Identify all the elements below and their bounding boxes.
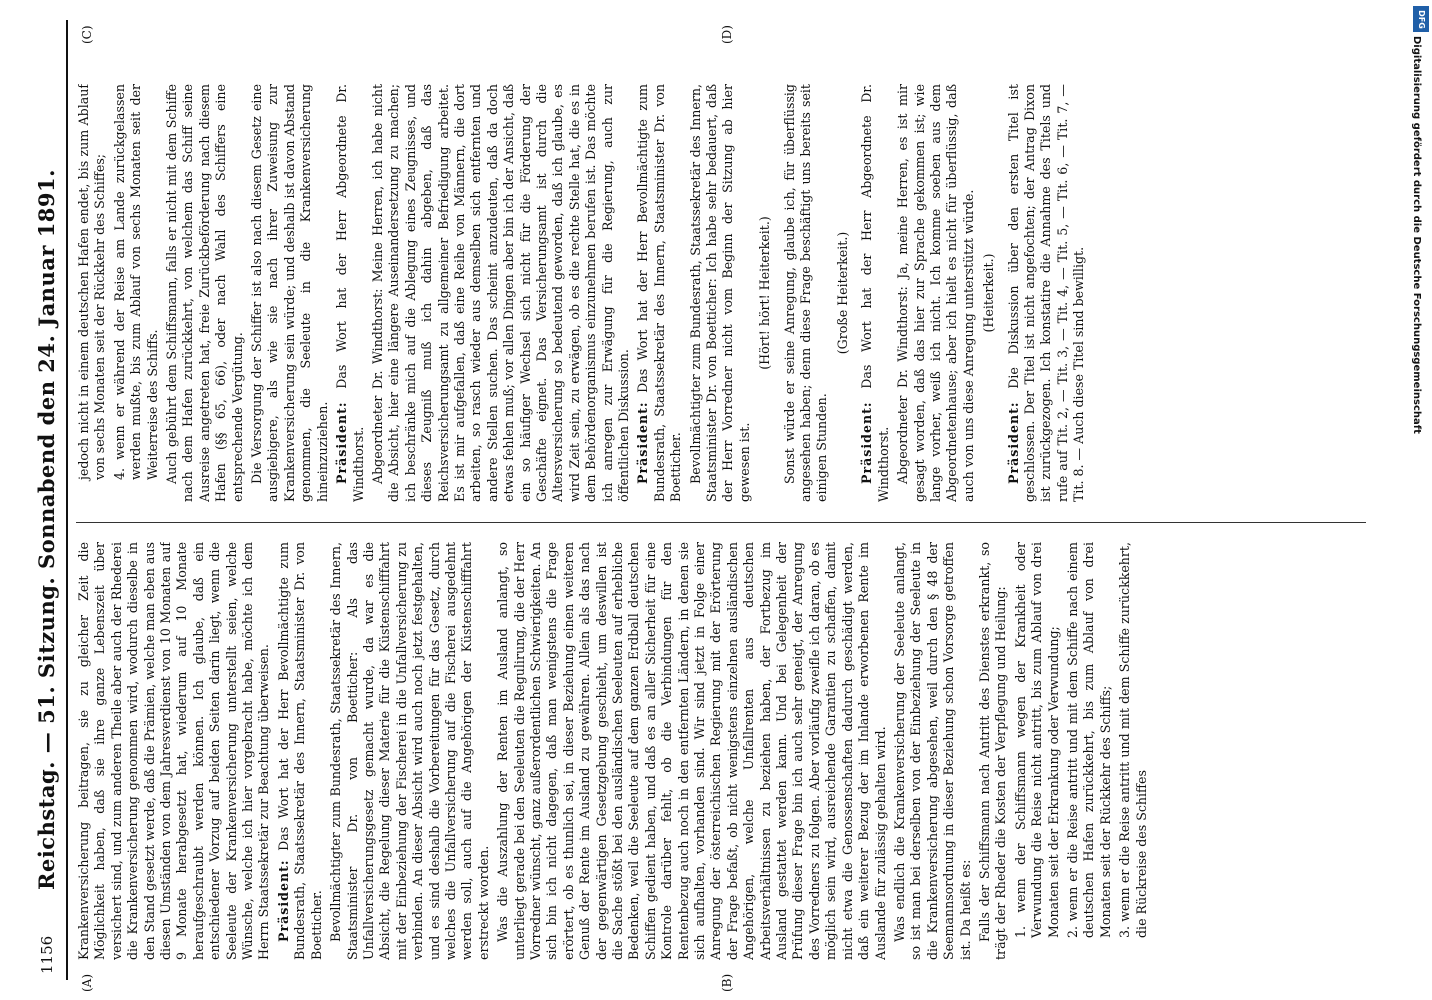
dfg-logo <box>1413 6 1429 32</box>
list-item: 2. wenn er die Reise antritt und mit dem Schiffe nach einem deutschen Hafen zurückkehrt, bis zum Ablauf von drei Monaten seit der Rückkehr des Schiffs; <box>1064 542 1113 938</box>
margin-marker-c: (C) <box>80 25 94 44</box>
paragraph-text: Das Wort hat der Herr Abgeordnete Dr. Windthorst. <box>859 84 891 502</box>
paragraph: Auch gebührt dem Schiffsmann, falls er nicht mit dem Schiffe nach dem Hafen zurückkehrt, von welchem das Schiff seine Ausreise angetreten hat, freie Zurückbeförderung nach diesem Hafen (§§ 65, 66), oder nach Wahl des Schiffers eine entsprechende Vergütung. <box>164 84 245 502</box>
paragraph-text: Das Wort hat der Herr Bevollmächtigte zum Bundesrath, Staatssekretär des Innern, Staatsminister Dr. von Boetticher. <box>275 542 324 960</box>
paragraph: Bevollmächtigter zum Bundesrath, Staatssekretär des Innern, Staatsminister Dr. von Boetticher: Ich habe sehr bedauert, daß der Herr Vorredner nicht vom Beginn der Sitzung ab hier gewesen ist. <box>687 84 752 502</box>
page-header <box>30 20 68 980</box>
page-title: Reichstag. — 51. Sitzung. Sonnabend den 24. Januar 1891. <box>34 169 59 890</box>
stage-note: (Große Heiterkeit.) <box>834 231 850 355</box>
paragraph: Was endlich die Krankenversicherung der Seeleute anlangt, so ist man bei derselben von der Einbeziehung der Seeleute in die Krankenversicherung abgesehen, weil durch den § 48 der Seemannsordnung in dieser Beziehung schon Vorsorge getroffen ist. Da heißt es: <box>891 542 973 960</box>
speaker-label: Präsident: <box>1005 401 1021 484</box>
paragraph-text: Das Wort hat der Herr Bevollmächtigte zum Bundesrath, Staatssekretär des Innern, Staatsminister Dr. von Boetticher. <box>635 84 684 502</box>
margin-marker-b: (B) <box>720 973 734 992</box>
list-item: 3. wenn er die Reise antritt und mit dem Schiffe zurückkehrt, die Rückreise des Schiffes <box>1117 542 1149 938</box>
paragraph <box>1006 84 1088 502</box>
dfg-logo-text: DFG <box>1416 9 1426 29</box>
paragraph: Sonst würde er seine Anregung, glaube ich, für überflüssig angesehen haben; denn diese Frage beschäftigt uns bereits seit einigen Stunden. <box>781 84 830 502</box>
page-number: 1156 <box>38 935 56 974</box>
margin-marker-d: (D) <box>720 25 734 44</box>
paragraph-text: Das Wort hat der Herr Abgeordnete Dr. Windthorst. <box>334 84 366 502</box>
paragraph <box>635 84 684 502</box>
paragraph: Krankenversicherung beitragen, sie zu gleicher Zeit die Möglichkeit haben, daß sie ihre ganze Lebenszeit über versichert sind, und zum anderen Theile aber auch der Rhederei die Krankenversicherung genommen wird, wodurch dieselbe in den Stand gesetzt werde, daß die Prämien, welche man eben aus diesen Umständen von dem Jahresverdienst von 10 Monaten auf 9 Monate herabgesetzt hat, wiederum auf 10 Monate heraufgeschraubt werden können. Ich glaube, daß ein entschiedener Vorzug auf beiden Seiten darin liegt, wenn die Seeleute der Krankenversicherung unterstellt seien, welche Wünsche, welche ich hier vorgebracht habe, möchte ich dem Herrn Staatssekretär zur Beachtung überweisen. <box>76 542 272 960</box>
paragraph-text: Die Diskussion über den ersten Titel ist geschlossen. Der Titel ist nicht angefochten; der Antrag Dixon ist zurückgezogen. Ich konstatire die Annahme des Titels und rufe auf Tit. 2, — Tit. 3, — Tit. 4, — Tit. 5, — Tit. 6, — Tit. 7, — Tit. 8. — Auch diese Titel sind bewilligt. <box>1005 84 1087 502</box>
paragraph: Was die Auszahlung der Renten im Ausland anlangt, so unterliegt gerade bei den Seeleuten die Regulirung, die der Herr Vorredner wünscht, ganz außerordentlichen Schwierigkeiten. An sich bin ich nicht dagegen, daß man wenigstens die Frage erörtert, ob es thunlich sei, in dieser Beziehung einen weiteren Genuß der Rente im Ausland zu gewähren. Allein als das nach der gegenwärtigen Gesetzgebung geschieht, um deswillen ist die Sache stößt bei den ausländischen Seeleuten auf erhebliche Bedenken, weil die Seeleute auf dem ganzen Erdball deutschen Schiffen gedient haben, und daß es an aller Sicherheit für eine Kontrole darüber fehlt, ob die Verbindungen für den Rentenbezug auch noch in den entfernten Ländern, in denen sie sich aufhalten, vorhanden sind. Wir sind jetzt in Folge einer Anregung der österreichischen Regierung mit der Erörterung der Frage befaßt, ob nicht wenigstens einzelnen ausländischen Angehörigen, welche Unfallrenten aus deutschen Arbeitsverhältnissen zu beziehen haben, der Fortbezug im Ausland gestattet werden kann. Und bei Gelegenheit der Prüfung dieser Frage bin ich auch sehr geneigt, der Anregung des Vorredners zu folgen. Aber vorläufig zweifle ich daran, ob es möglich sein wird, ausreichende Garantien zu schaffen, damit nicht etwa die Genossenschaften dadurch geschädigt werden, daß ein weiterer Bezug der im Inlande erworbenen Rente im Auslande für zulässig gehalten wird. <box>495 542 888 960</box>
column-left <box>76 542 1376 960</box>
margin-marker-a: (A) <box>80 973 94 992</box>
digitization-credit: Digitalisierung gefördert durch die Deutsche Forschungsgemeinschaft <box>1411 36 1422 434</box>
list-item: jedoch nicht in einem deutschen Hafen endet, bis zum Ablauf von sechs Monaten seit der Rückkehr des Schiffes; <box>76 84 108 480</box>
paragraph: Abgeordneter Dr. Windthorst: Ja, meine Herren, es ist mir gesagt worden, daß das hier zur Sprache gekommen ist; wie lange vorher, weiß ich nicht. Ich komme soeben aus dem Abgeordnetenhause; aber ich hielt es nicht für überflüssig, daß auch von uns diese Anregung unterstützt würde. <box>895 84 976 502</box>
list-item: 1. wenn der Schiffsmann wegen der Krankheit oder Verwundung die Reise nicht antritt, bis zum Ablauf von drei Monaten seit der Erkrankung oder Verwundung; <box>1012 542 1061 938</box>
column-divider <box>76 522 1366 523</box>
speaker-label: Präsident: <box>635 401 651 484</box>
paragraph: Abgeordneter Dr. Windthorst: Meine Herren, ich habe nicht die Absicht, hier eine längere Auseinandersetzung zu machen; ich beschränke mich auf die Ablegung eines Zeugnisses, und dieses Zeugniß muß ich dahin abgeben, daß das Reichsversicherungsamt zu allgemeiner Befriedigung arbeitet. Es ist mir aufgefallen, daß eine Reihe von Männern, die dort arbeiten, so rasch wieder aus demselben sich entfernten und andere Stellen suchen. Das scheint anzudeuten, daß da doch etwas fehlen muß; vor allen Dingen aber bin ich der Ansicht, daß ein so häufiger Wechsel sich nicht für die Förderung der Geschäfte eignet. Das Versicherungsamt ist durch die Altersversicherung so bedeutend geworden, daß ich glaube, es wird Zeit sein, zu erwägen, ob es die rechte Stelle hat, die es in dem Behördenorganismus einzunehmen berufen ist. Das möchte ich anregen zur Erwägung für die Regierung, auch zur öffentlichen Diskussion. <box>369 84 631 502</box>
paragraph <box>859 84 892 502</box>
paragraph: Bevollmächtigter zum Bundesrath, Staatssekretär des Innern, Staatsminister Dr. von Boetticher: Als das Unfallversicherungsgesetz gemacht wurde, da war es die Absicht, die Regelung dieser Materie für die Küstenschifffahrt mit der Einbeziehung der Fischerei in die Unfallversicherung zu verbinden. An dieser Absicht wird auch noch jetzt festgehalten, und es sind deshalb die Vorbereitungen für das Gesetz, durch welches die Unfallversicherung auf die Fischerei ausgedehnt werden soll, auch auf die Angehörigen der Küstenschifffahrt erstreckt worden. <box>328 542 491 960</box>
paragraph: Falls der Schiffsmann nach Antritt des Dienstes erkrankt, so trägt der Rheder die Kosten der Verpflegung und Heilung: <box>976 542 1009 960</box>
stage-note: (Heiterkeit.) <box>981 253 997 333</box>
paragraph <box>334 84 367 502</box>
paragraph <box>276 542 325 960</box>
speaker-label: Präsident: <box>275 859 291 942</box>
speaker-label: Präsident: <box>859 401 875 484</box>
speaker-label: Präsident: <box>334 401 350 484</box>
column-right <box>76 84 1376 502</box>
paragraph: Die Versorgung der Schiffer ist also nach diesem Gesetz eine ausgiebigere, als wie sie nach ihrer Zuweisung zur Krankenversicherung sein würde; und deshalb ist davon Abstand genommen, die Seeleute in die Krankenversicherung hineinzuziehen. <box>249 84 330 502</box>
stage-note: (Hört! hört! Heiterkeit.) <box>757 216 773 370</box>
rotated-text-frame <box>30 20 1400 992</box>
list-item: 4. wenn er während der Reise am Lande zurückgelassen werden mußte, bis zum Ablauf von sechs Monaten seit der Weiterreise des Schiffs. <box>111 84 160 480</box>
